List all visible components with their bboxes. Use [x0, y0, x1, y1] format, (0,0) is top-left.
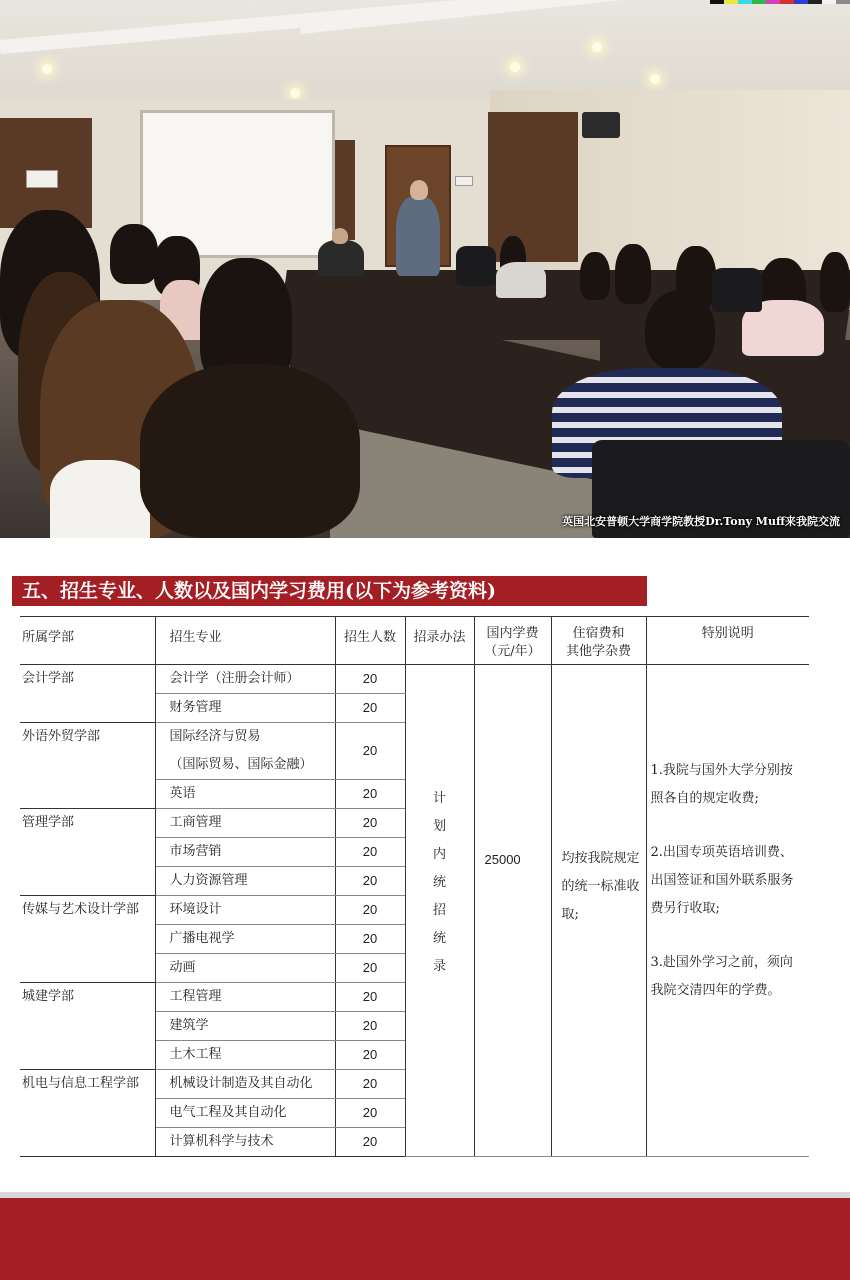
major-line: 国际经济与贸易: [169, 729, 261, 744]
num-cell: 20: [335, 665, 405, 694]
major-cell: 环境设计: [155, 896, 335, 925]
color-strip: [710, 0, 850, 4]
color-swatch: [794, 0, 808, 4]
num-cell: 20: [335, 1128, 405, 1157]
method-cell: [405, 665, 474, 1157]
ceiling-light: [42, 64, 52, 74]
speaker: [582, 112, 620, 138]
major-cell: 动画: [155, 954, 335, 983]
method-char: 招: [432, 903, 446, 918]
note-item: 1.我院与国外大学分别按照各自的规定收费;: [650, 763, 793, 806]
major-cell: 机械设计制造及其自动化: [155, 1070, 335, 1099]
dept-cell: 传媒与艺术设计学部: [20, 896, 155, 983]
color-swatch: [752, 0, 766, 4]
header-num: 招生人数: [335, 617, 405, 665]
ceiling-light: [290, 88, 300, 98]
major-cell: [155, 723, 335, 780]
method-char: 计: [432, 791, 446, 806]
num-cell: 20: [335, 983, 405, 1012]
dept-cell: 城建学部: [20, 983, 155, 1070]
header-fee: [474, 617, 551, 665]
major-cell: 广播电视学: [155, 925, 335, 954]
color-swatch: [766, 0, 780, 4]
num-cell: 20: [335, 1012, 405, 1041]
num-cell: 20: [335, 809, 405, 838]
major-cell: 工商管理: [155, 809, 335, 838]
num-cell: 20: [335, 838, 405, 867]
method-char: 划: [432, 819, 446, 834]
fee-cell: 25000: [474, 665, 551, 1157]
method-char: 统: [432, 875, 446, 890]
header-fee-line1: 国内学费: [486, 626, 539, 641]
note-cell: [646, 665, 809, 1157]
note-item: 3.赴国外学习之前，须向我院交清四年的学费。: [650, 955, 793, 998]
method-char: 录: [432, 959, 446, 974]
color-swatch: [710, 0, 724, 4]
num-cell: 20: [335, 1099, 405, 1128]
color-swatch: [822, 0, 836, 4]
wood-panel: [488, 112, 578, 262]
seated-host-head: [332, 228, 348, 244]
wood-panel: [333, 140, 355, 240]
table-header-row: [20, 617, 809, 665]
dept-cell: 外语外贸学部: [20, 723, 155, 809]
dept-cell: 管理学部: [20, 809, 155, 896]
method-char: 内: [432, 847, 446, 862]
major-cell: 工程管理: [155, 983, 335, 1012]
seated-host: [318, 240, 364, 276]
attendee: [820, 252, 850, 312]
attendee: [496, 262, 546, 298]
attendee-head: [645, 290, 715, 370]
chair: [712, 268, 762, 312]
attendee-foreground-shirt: [50, 460, 150, 538]
header-dept: 所属学部: [20, 617, 155, 665]
major-line: （国际贸易、国际金融）: [169, 757, 313, 772]
major-cell: 计算机科学与技术: [155, 1128, 335, 1157]
color-swatch: [738, 0, 752, 4]
num-cell: 20: [335, 694, 405, 723]
major-cell: 市场营销: [155, 838, 335, 867]
ceiling-light: [650, 74, 660, 84]
num-cell: 20: [335, 1070, 405, 1099]
ceiling-light: [592, 42, 602, 52]
color-swatch: [780, 0, 794, 4]
seminar-photo: [0, 0, 850, 538]
header-board-line2: 其他学杂费: [565, 644, 631, 659]
dept-cell: 会计学部: [20, 665, 155, 723]
major-cell: 会计学（注册会计师）: [155, 665, 335, 694]
color-swatch: [724, 0, 738, 4]
num-cell: 20: [335, 780, 405, 809]
wall-sign: [26, 170, 58, 188]
major-cell: 财务管理: [155, 694, 335, 723]
footer-band: [0, 1198, 850, 1280]
major-cell: 电气工程及其自动化: [155, 1099, 335, 1128]
note-item: 2.出国专项英语培训费、出国签证和国外联系服务费另行收取;: [650, 845, 794, 916]
header-board-line1: 住宿费和: [572, 626, 625, 641]
major-cell: 土木工程: [155, 1041, 335, 1070]
num-cell: 20: [335, 1041, 405, 1070]
method-char: 统: [432, 931, 446, 946]
attendee-foreground: [140, 364, 360, 538]
major-cell: 英语: [155, 780, 335, 809]
dept-cell: 机电与信息工程学部: [20, 1070, 155, 1157]
major-cell: 建筑学: [155, 1012, 335, 1041]
attendee: [580, 252, 610, 300]
attendee: [110, 224, 158, 284]
presenter: [396, 196, 440, 276]
num-cell: 20: [335, 954, 405, 983]
num-cell: 20: [335, 896, 405, 925]
chair: [456, 246, 496, 286]
header-method: 招录办法: [405, 617, 474, 665]
num-cell: 20: [335, 723, 405, 780]
color-swatch: [808, 0, 822, 4]
header-major: 招生专业: [155, 617, 335, 665]
board-cell: 均按我院规定的统一标准收取;: [551, 665, 646, 1157]
ceiling-light: [510, 62, 520, 72]
header-note: 特别说明: [646, 617, 809, 665]
major-cell: 人力资源管理: [155, 867, 335, 896]
wall-sign: [455, 176, 473, 186]
presenter-head: [410, 180, 428, 200]
attendee: [615, 244, 651, 304]
num-cell: 20: [335, 925, 405, 954]
header-board: [551, 617, 646, 665]
photo-caption: 英国北安普顿大学商学院教授Dr.Tony Muff来我院交流: [562, 515, 840, 528]
enrollment-table: [20, 616, 809, 1157]
section-title: 五、招生专业、人数以及国内学习费用(以下为参考资料): [12, 576, 647, 606]
header-fee-line2: （元/年）: [484, 644, 541, 659]
color-swatch: [836, 0, 850, 4]
num-cell: 20: [335, 867, 405, 896]
table-row: [20, 665, 809, 694]
